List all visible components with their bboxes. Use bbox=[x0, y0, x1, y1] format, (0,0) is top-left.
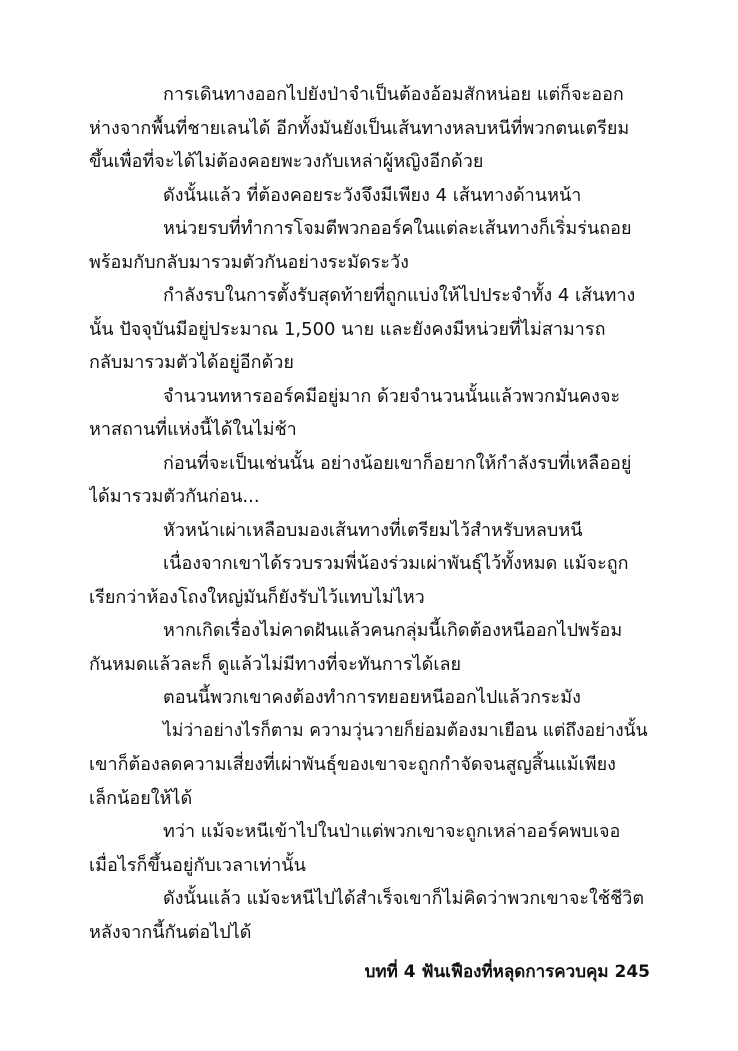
text-line: เล็กน้อยให้ได้ bbox=[89, 787, 193, 809]
text-line: กำลังรบในการตั้งรับสุดท้ายที่ถูกแบ่งให้ไปประจำทั้ง 4 เส้นทาง bbox=[163, 285, 636, 306]
text-line: ดังนั้นแล้ว แม้จะหนีไปได้สำเร็จเขาก็ไม่คิดว่าพวกเขาจะใช้ชีวิต bbox=[163, 888, 645, 909]
text-line: เนื่องจากเขาได้รวบรวมพี่น้องร่วมเผ่าพันธุ์ไว้ทั้งหมด แม้จะถูก bbox=[163, 553, 629, 574]
text-line: ทว่า แม้จะหนีเข้าไปในป่าแต่พวกเขาจะถูกเหล่าออร์คพบเจอ bbox=[163, 821, 621, 842]
text-line: จำนวนทหารออร์คมีอยู่มาก ด้วยจำนวนนั้นแล้วพวกมันคงจะ bbox=[163, 385, 621, 407]
text-line: กลับมารวมตัวได้อยู่อีกด้วย bbox=[89, 352, 294, 373]
text-line: หัวหน้าเผ่าเหลือบมองเส้นทางที่เตรียมไว้สำหรับหลบหนี bbox=[163, 519, 583, 541]
text-line: พร้อมกับกลับมารวมตัวกันอย่างระมัดระวัง bbox=[89, 251, 409, 273]
text-line: ไม่ว่าอย่างไรก็ตาม ความวุ่นวายก็ย่อมต้องมาเยือน แต่ถึงอย่างนั้น bbox=[163, 720, 648, 741]
text-line: ดังนั้นแล้ว ที่ต้องคอยระวังจึงมีเพียง 4 เส้นทางด้านหน้า bbox=[163, 184, 582, 206]
text-line: นั้น ปัจจุบันมีอยู่ประมาณ 1,500 นาย และยังคงมีหน่วยที่ไม่สามารถ bbox=[89, 318, 606, 340]
text-line: กันหมดแล้วละก็ ดูแล้วไม่มีทางที่จะทันการได้เลย bbox=[89, 653, 462, 675]
text-line: หลังจากนี้กันต่อไปได้ bbox=[89, 921, 252, 943]
page-footer: บทที่ 4 ฟันเฟืองที่หลุดการควบคุม 245 bbox=[364, 962, 650, 982]
text-line: หากเกิดเรื่องไม่คาดฝันแล้วคนกลุ่มนี้เกิดต้องหนีออกไปพร้อม bbox=[163, 620, 623, 641]
text-line: หน่วยรบที่ทำการโจมตีพวกออร์คในแต่ละเส้นทางก็เริ่มร่นถอย bbox=[163, 218, 632, 239]
text-line: ห่างจากพื้นที่ชายเลนได้ อีกทั้งมันยังเป็นเส้นทางหลบหนีที่พวกตนเตรียม bbox=[89, 117, 630, 139]
text-line: หาสถานที่แห่งนี้ได้ในไม่ช้า bbox=[89, 419, 297, 440]
text-line: ขึ้นเพื่อที่จะได้ไม่ต้องคอยพะวงกับเหล่าผู้หญิงอีกด้วย bbox=[89, 151, 484, 172]
text-line: ตอนนี้พวกเขาคงต้องทำการทยอยหนีออกไปแล้วกระมัง bbox=[163, 687, 581, 708]
text-line: เรียกว่าห้องโถงใหญ่มันก็ยังรับไว้แทบไม่ไหว bbox=[89, 586, 425, 608]
text-line: เมื่อไรก็ขึ้นอยู่กับเวลาเท่านั้น bbox=[89, 854, 306, 876]
body-text bbox=[89, 78, 651, 949]
text-line: ได้มารวมตัวกันก่อน... bbox=[89, 486, 260, 507]
text-line: เขาก็ต้องลดความเสี่ยงที่เผ่าพันธุ์ของเขาจะถูกกำจัดจนสูญสิ้นแม้เพียง bbox=[89, 754, 616, 775]
text-line: ก่อนที่จะเป็นเช่นนั้น อย่างน้อยเขาก็อยากให้กำลังรบที่เหลืออยู่ bbox=[163, 452, 632, 474]
text-line: การเดินทางออกไปยังป่าจำเป็นต้องอ้อมสักหน่อย แต่ก็จะออก bbox=[163, 84, 624, 105]
